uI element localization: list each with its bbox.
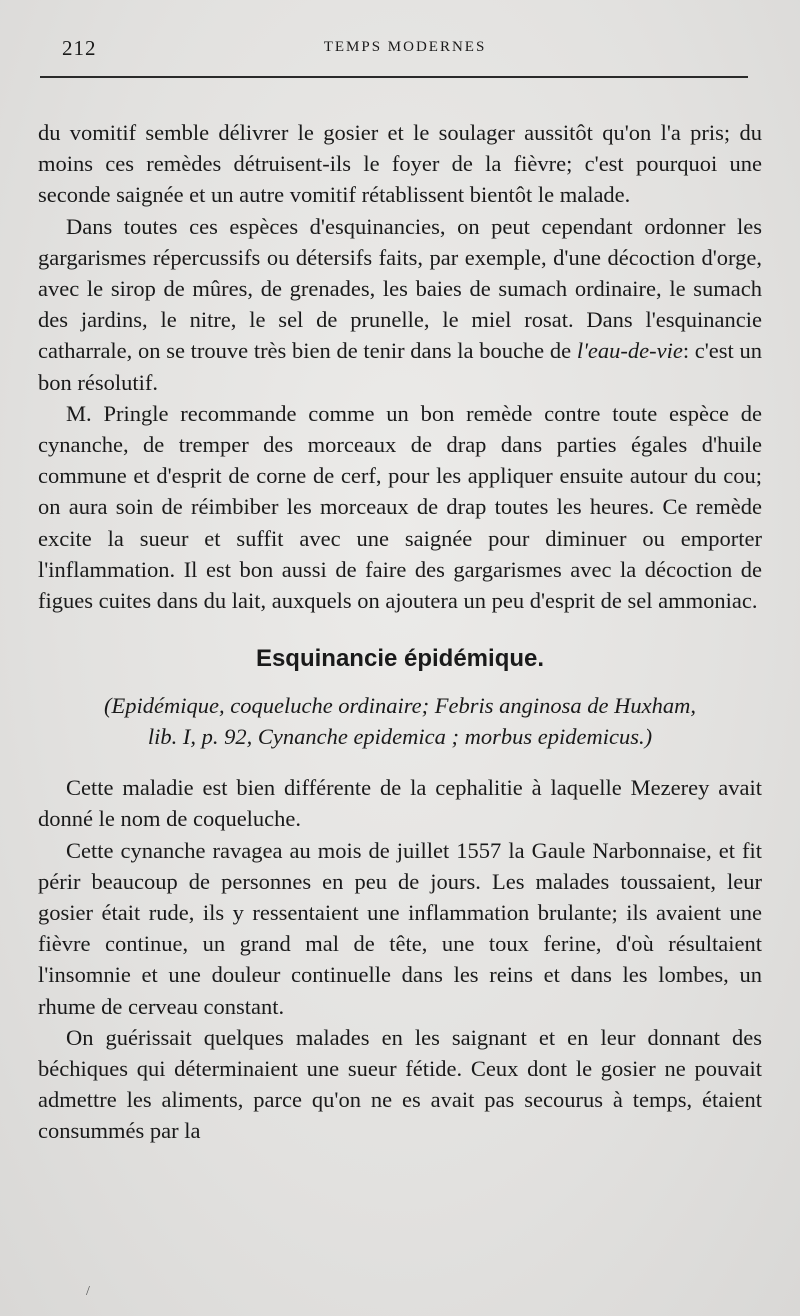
section-synonyms — [38, 690, 762, 752]
paragraph-treatment: On guérissait quelques malades en les saignant et en leur donnant des béchiques qui déterminaient une sueur fétide. Ceux dont le gosier ne pouvait admettre les aliments, parce qu'on ne es avait pas secourus à temps, étaient consummés par la — [38, 1024, 762, 1144]
paragraph-gargarismes-text: Dans toutes ces espèces d'esquinancies, on peut cependant ordonner les gargarismes répercussifs ou détersifs faits, par exemple, d'une décoction d'orge, avec le sirop de mûres, de grenades, les baies de sumach ordinaire, le sumach des jardins, le nitre, le sel de prunelle, le miel rosat. Dans l'esquinancie catharrale, on se trouve très bien de tenir dans la bouche de — [38, 213, 762, 364]
paragraph-continuation: du vomitif semble délivrer le gosier et le soulager aussitôt qu'on l'a pris; du moins ces remèdes détruisent-ils le foyer de la fièvre; c'est pourquoi une seconde saignée et un autre vomitif rétablissent bientôt le malade. — [38, 120, 762, 208]
synonyms-line-2: lib. I, p. 92, Cynanche epidemica ; morbus epidemicus.) — [147, 724, 653, 750]
running-title: TEMPS MODERNES — [323, 39, 487, 55]
page-number: 212 — [62, 36, 97, 60]
synonyms-line-1: (Epidémique, coqueluche ordinaire; Febris anginosa de Huxham, — [104, 693, 696, 719]
paragraph-pringle: M. Pringle recommande comme un bon remède contre toute espèce de cynanche, de tremper des morceaux de drap dans parties égales d'huile commune et d'esprit de corne de cerf, pour les appliquer ensuite autour du cou; on aura soin de réimbiber les morceaux de drap toutes les heures. Ce remède excite la sueur et suffit avec une saignée pour diminuer ou emporter l'inflammation. Il est bon aussi de faire des gargarismes avec la décoction de figues cuites dans du lait, auxquels on ajoutera un peu d'esprit de sel ammoniac. — [38, 400, 762, 614]
section-title: Esquinancie épidémique. — [255, 645, 545, 673]
body-text — [38, 117, 762, 1147]
paragraph-gargarismes-end: : c'est un bon résolutif. — [38, 338, 762, 395]
running-head — [62, 36, 748, 64]
paragraph-difference: Cette maladie est bien différente de la cephalitie à laquelle Mezerey avait donné le nom de coqueluche. — [38, 775, 762, 832]
header-rule — [40, 76, 748, 78]
eau-de-vie-term: l'eau-de-vie — [576, 338, 683, 364]
paragraph-gargarismes — [38, 211, 762, 398]
stray-mark: / — [86, 1284, 90, 1299]
paragraph-1557: Cette cynanche ravagea au mois de juillet 1557 la Gaule Narbonnaise, et fit périr beaucoup de personnes en peu de jours. Les malades toussaient, leur gosier était rude, ils y ressentaient une inflammation brulante; ils avaient une fièvre continue, un grand mal de tête, une toux ferine, d'où résultaient l'insomnie et une douleur continuelle dans les reins et dans les lombes, un rhume de cerveau constant. — [38, 837, 762, 1019]
